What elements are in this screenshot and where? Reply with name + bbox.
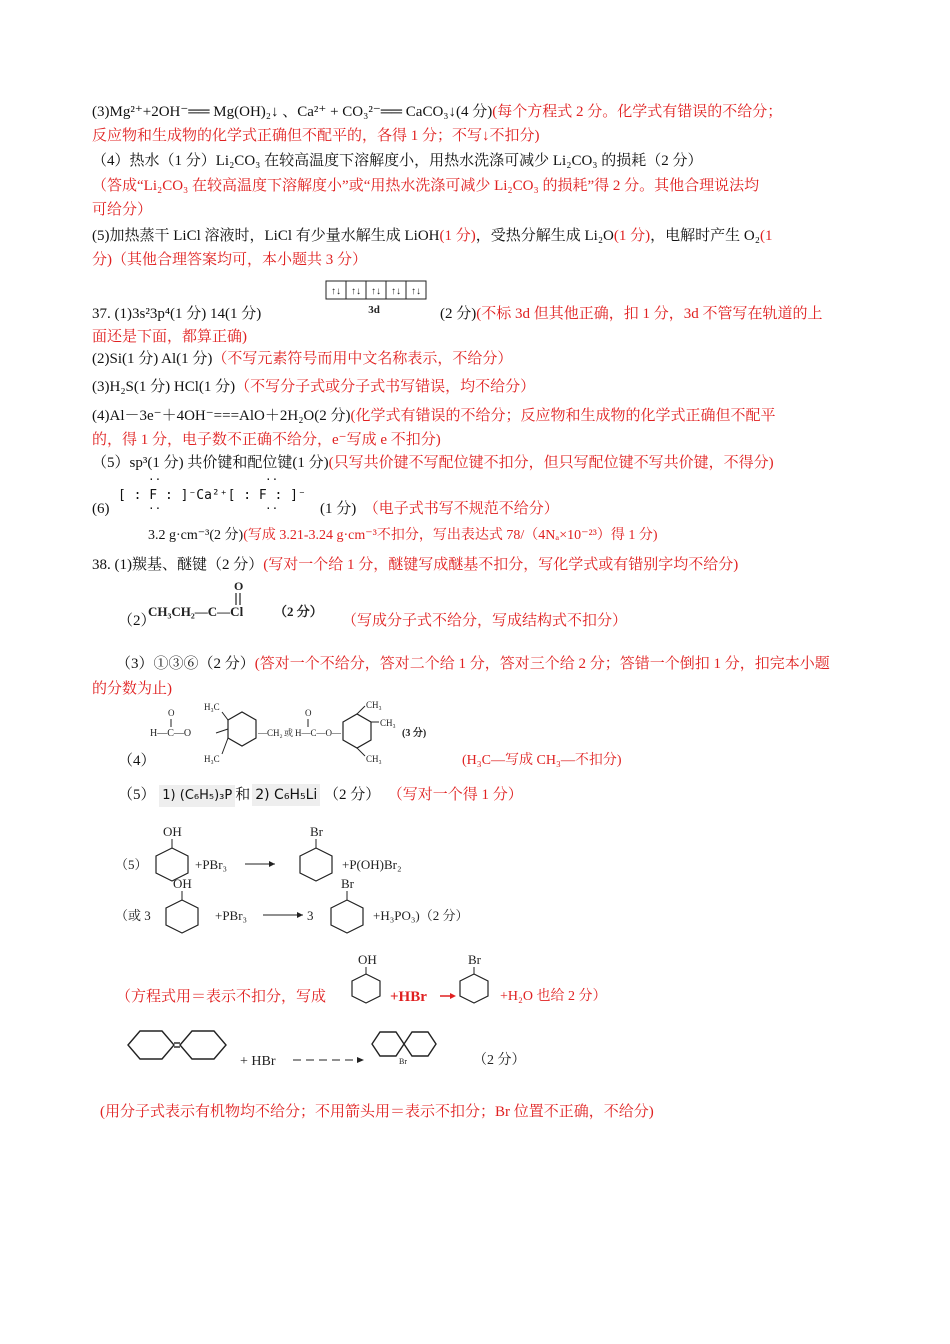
q38-p4-label: （4） [118, 753, 156, 769]
rxn1-product: +P(OH)Br₂ [342, 857, 402, 872]
q38-p2-label: （2） [118, 613, 156, 629]
q38-p2-score: （2 分） [274, 604, 323, 619]
q37-p6-dots-bottom-1: ·· [148, 502, 162, 515]
q38-p5-reagent2: 2) C₆H₅Li [252, 784, 320, 806]
q38-p5-line [118, 784, 880, 807]
q38-p5-and: 和 [235, 787, 251, 803]
q38-p3-line1 [116, 653, 880, 675]
rxn1-oh: OH [163, 824, 182, 839]
q37-p1-score-line [440, 303, 880, 325]
q37-p1-note: (不标 3d 但其他正确，扣 1 分，3d 不管写在轨道的上 [476, 306, 823, 322]
ester2-formate-text: H—C—O— [295, 728, 342, 738]
q37-p4-note: (化学式有错误的不给分；反应物和生成物的化学式正确但不配平 [350, 408, 776, 424]
q38-p5-reagent1: 1) (C₆H₅)₃P [159, 785, 235, 807]
q37-p5-line [92, 452, 880, 474]
q37-p6-density: 3.2 g·cm⁻³(2 分) [148, 528, 244, 543]
q36-p5-score-b: (1 分) [613, 228, 651, 244]
q36-p5-score-a: (1 分) [439, 228, 476, 244]
q38-p4-note: (H₃C—写成 CH₃—不扣分) [462, 753, 622, 768]
q38-p2-note: （写成分子式不给分，写成结构式不扣分） [342, 613, 628, 629]
q36-p4-note-line1: （答成“Li₂CO₃ 在较高温度下溶解度小”或“用热水洗涤可减少 Li₂CO₃ 的损耗”得 2 分。其他合理说法均 [92, 178, 760, 194]
rxn3-note-b: +H₂O 也给 2 分） [500, 989, 607, 1004]
q38-p5-note: （写对一个得 1 分） [387, 787, 523, 803]
q37-p6-dots-top-1: ·· [148, 473, 162, 486]
q37-p1-note-line2: 面还是下面，都算正确) [92, 329, 247, 345]
orbital-cell-3: ↑↓ [371, 286, 381, 297]
ester-or-text: 或 [284, 728, 294, 738]
rxn4-br: Br [399, 1057, 407, 1066]
ester-structures [150, 700, 440, 764]
reaction-scheme-4 [128, 1028, 558, 1070]
ester1-h3c-top: H₃C [204, 702, 220, 712]
q38-p1-line [92, 554, 880, 576]
q37-p2-answer: (2)Si(1 分) Al(1 分) [92, 351, 213, 367]
propanoyl-chloride-structure [148, 578, 338, 626]
q36-part3-line1 [92, 101, 880, 123]
rxn2-coef: 3 [307, 908, 314, 923]
svg-text:O: O [305, 708, 312, 718]
propanoyl-chloride-formula: CH₃CH₂—C—Cl [148, 604, 244, 619]
q37-p1-answer: 37. (1)3s²3p⁴(1 分) 14(1 分) [92, 306, 262, 322]
q36-p5-text-b: ，受热分解生成 Li₂O [475, 228, 614, 244]
q37-p6-note: （电子式书写不规范不给分） [363, 501, 559, 517]
orbital-cell-5: ↑↓ [411, 286, 421, 297]
ester2-ch3-mid: CH₃ [380, 718, 396, 728]
q37-p6-dots-top-2: ·· [265, 473, 279, 486]
rxn2-prefix: （或 3 [115, 908, 151, 923]
q37-p6-density-line [148, 525, 880, 547]
q37-p6-dots-bottom-2: ·· [265, 502, 279, 515]
q37-p6-score-line [320, 498, 880, 520]
q37-p2-note: （不写元素符号而用中文名称表示，不给分） [212, 351, 513, 367]
rxn1-br: Br [310, 824, 323, 839]
orbital-cell-1: ↑↓ [331, 286, 341, 297]
q38-p3-note: (答对一个不给分，答对二个给 1 分，答对三个给 2 分；答错一个倒扣 1 分，扣完本小题 [254, 656, 830, 672]
q38-p1-note: (写对一个给 1 分，醚键写成醚基不扣分，写化学式或有错别字均不给分) [263, 557, 739, 573]
q37-p5-answer: （5）sp³(1 分) 共价键和配位键(1 分) [92, 455, 329, 471]
svg-text:O: O [234, 579, 244, 593]
rxn3-note-a: （方程式用＝表示不扣分，写成 [116, 989, 327, 1005]
q36-p5-text-a: (5)加热蒸干 LiCl 溶液时，LiCl 有少量水解生成 LiOH [92, 228, 440, 244]
q36-p5-score-c: (1 [759, 228, 773, 244]
rxn2-oh: OH [173, 876, 192, 891]
ester1-h3c-bottom: H₃C [204, 754, 220, 764]
rxn3-br: Br [468, 952, 481, 967]
q36-p4-answer: （4）热水（1 分）Li₂CO₃ 在较高温度下溶解度小，用热水洗涤可减少 Li₂CO₃ 的损耗（2 分） [92, 153, 703, 169]
q37-p6-formula: [ : F : ]⁻Ca²⁺[ : F : ]⁻ [118, 488, 306, 503]
ester2-ch3-top: CH₃ [366, 700, 382, 710]
q38-p3-note-line2: 的分数为止) [92, 681, 172, 697]
reaction-scheme-1 [115, 822, 515, 932]
q36-p5-line1 [92, 225, 880, 247]
rxn1-label: （5） [115, 857, 148, 872]
q38-final-note: (用分子式表示有机物均不给分；不用箭头用＝表示不扣分；Br 位置不正确，不给分) [100, 1104, 654, 1120]
q37-p6-label: (6) [92, 501, 110, 517]
q36-p3-equation: (3)Mg²⁺+2OH⁻══ Mg(OH)₂↓ 、Ca²⁺ + CO₃²⁻══ CaCO₃↓(4 分) [92, 104, 493, 120]
rxn4-hbr: + HBr [240, 1054, 276, 1069]
q36-p4-note-line2: 可给分） [92, 202, 153, 218]
q37-p5-note: (只写共价键不写配位键不扣分，但只写配位键不写共价键，不得分) [328, 455, 774, 471]
q37-p3-line [92, 376, 880, 398]
q37-p4-answer: (4)Al－3e⁻＋4OH⁻===AlO＋2H₂O(2 分) [92, 408, 351, 424]
orbital-cell-4: ↑↓ [391, 286, 401, 297]
q36-p3-note-line2: 反应物和生成物的化学式正确但不配平的，各得 1 分；不写↓不扣分) [92, 128, 540, 144]
q37-p2-line [92, 348, 880, 370]
rxn2-pbr3: +PBr₃ [215, 908, 248, 923]
ester1-ch2-text: —CH₂ [258, 728, 283, 738]
ester1-formate-text: H—C—O [150, 728, 192, 739]
orbital-label: 3d [368, 304, 380, 316]
rxn3-hbr: +HBr [390, 989, 427, 1005]
ester2-ch3-bottom: CH₃ [366, 754, 382, 764]
rxn2-br: Br [341, 876, 354, 891]
q37-p1-score: (2 分) [440, 306, 477, 322]
q36-p5-text-c: ，电解时产生 O₂ [650, 228, 760, 244]
q37-p3-answer: (3)H₂S(1 分) HCl(1 分) [92, 379, 236, 395]
orbital-cell-2: ↑↓ [351, 286, 361, 297]
q38-p5-score: （2 分） [324, 787, 381, 803]
rxn4-score: （2 分） [473, 1053, 526, 1068]
q36-p3-note: (每个方程式 2 分。化学式有错误的不给分； [492, 104, 783, 120]
q38-p3-answer: （3）①③⑥（2 分） [116, 656, 255, 672]
q37-p4-line1 [92, 405, 880, 427]
rxn2-product: +H₃PO₃)（2 分） [373, 908, 469, 923]
q38-p1-answer: 38. (1)羰基、醚键（2 分） [92, 557, 264, 573]
q37-p4-note-line2: 的，得 1 分，电子数不正确不给分，e⁻写成 e 不扣分) [92, 432, 441, 448]
q38-p4-score: (3 分) [402, 728, 427, 739]
q38-p5-label: （5） [118, 787, 156, 803]
q37-p6-density-note: (写成 3.21-3.24 g·cm⁻³不扣分，写出表达式 78/（4Nₐ×10⁻²³）得 1 分) [243, 528, 658, 543]
q37-p3-note: （不写分子式或分子式书写错误，均不给分） [235, 379, 536, 395]
q37-p6-score: (1 分) [320, 501, 357, 517]
rxn3-oh: OH [358, 952, 377, 967]
rxn1-pbr3: +PBr₃ [195, 857, 228, 872]
svg-text:O: O [168, 708, 175, 718]
q36-p5-note: 分)（其他合理答案均可，本小题共 3 分） [92, 252, 367, 268]
